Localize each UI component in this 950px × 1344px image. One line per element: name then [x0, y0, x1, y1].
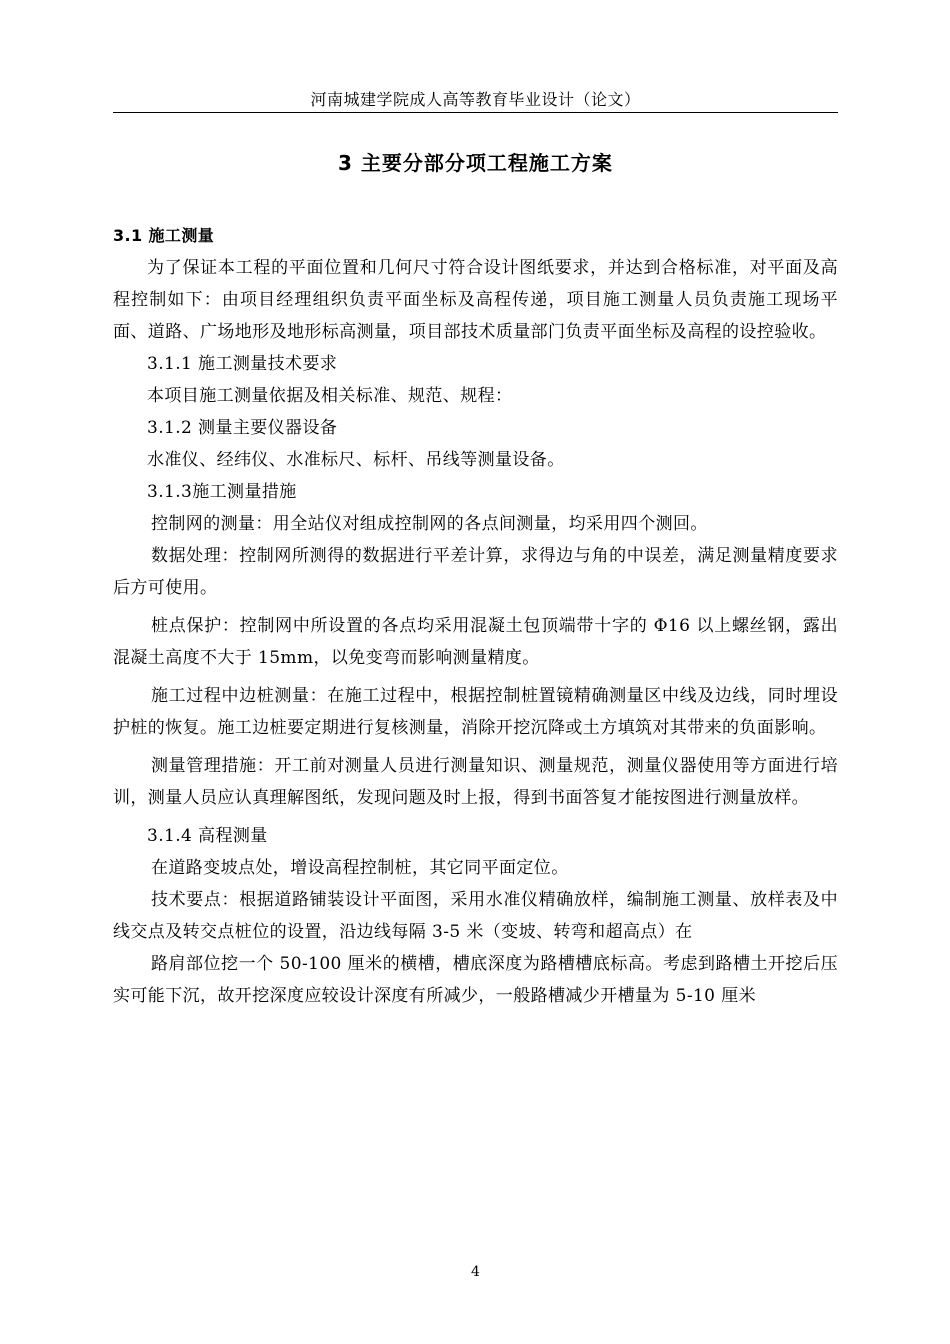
section-heading: 3.1 施工测量 — [113, 226, 215, 245]
document-body — [113, 220, 838, 1012]
section-intro: 为了保证本工程的平面位置和几何尺寸符合设计图纸要求，并达到合格标准，对平面及高程控制如下：由项目经理组织负责平面坐标及高程传递，项目施工测量人员负责施工现场平面、道路、广场地形及地形标高测量，项目部技术质量部门负责平面坐标及高程的设控验收。 — [113, 258, 838, 342]
header-rule — [113, 112, 838, 113]
paragraph-edge-stake: 施工过程中边桩测量：在施工过程中，根据控制桩置镜精确测量区中线及边线，同时埋设护桩的恢复。施工边桩要定期进行复核测量，消除开挖沉降或土方填筑对其带来的负面影响。 — [113, 686, 838, 738]
running-header: 河南城建学院成人高等教育毕业设计（论文） — [310, 90, 641, 109]
paragraph-elevation-stake: 在道路变坡点处，增设高程控制桩，其它同平面定位。 — [151, 858, 569, 878]
paragraph-stake-protection: 桩点保护：控制网中所设置的各点均采用混凝土包顶端带十字的 Φ16 以上螺丝钢，露出混凝土高度不大于 15mm，以免变弯而影响测量精度。 — [113, 616, 838, 668]
page-number: 4 — [471, 1264, 480, 1280]
subsection-heading-3: 3.1.3施工测量措施 — [147, 482, 297, 502]
paragraph-technical-points: 技术要点：根据道路铺装设计平面图，采用水准仪精确放样，编制施工测量、放样表及中线交点及转交点桩位的设置，沿边线每隔 3-5 米（变坡、转弯和超高点）在 — [113, 890, 838, 942]
paragraph-data-processing: 数据处理：控制网所测得的数据进行平差计算，求得边与角的中误差，满足测量精度要求后方可使用。 — [113, 546, 838, 598]
chapter-title: 3 主要分部分项工程施工方案 — [338, 151, 613, 175]
subsection-heading-4: 3.1.4 高程测量 — [147, 826, 268, 846]
subsection-heading-1: 3.1.1 施工测量技术要求 — [147, 354, 338, 374]
paragraph-road-shoulder: 路肩部位挖一个 50-100 厘米的横槽，槽底深度为路槽槽底标高。考虑到路槽土开挖后压实可能下沉，故开挖深度应较设计深度有所减少，一般路槽减少开槽量为 5-10 厘米 — [113, 954, 838, 1006]
paragraph-management: 测量管理措施：开工前对测量人员进行测量知识、测量规范，测量仪器使用等方面进行培训，测量人员应认真理解图纸，发现问题及时上报，得到书面答复才能按图进行测量放样。 — [113, 756, 838, 808]
subsection-text-1: 本项目施工测量依据及相关标准、规范、规程： — [147, 386, 513, 406]
paragraph-control-network: 控制网的测量：用全站仪对组成控制网的各点间测量，均采用四个测回。 — [151, 514, 708, 534]
subsection-heading-2: 3.1.2 测量主要仪器设备 — [147, 418, 338, 438]
subsection-text-2: 水准仪、经纬仪、水准标尺、标杆、吊线等测量设备。 — [147, 450, 565, 470]
